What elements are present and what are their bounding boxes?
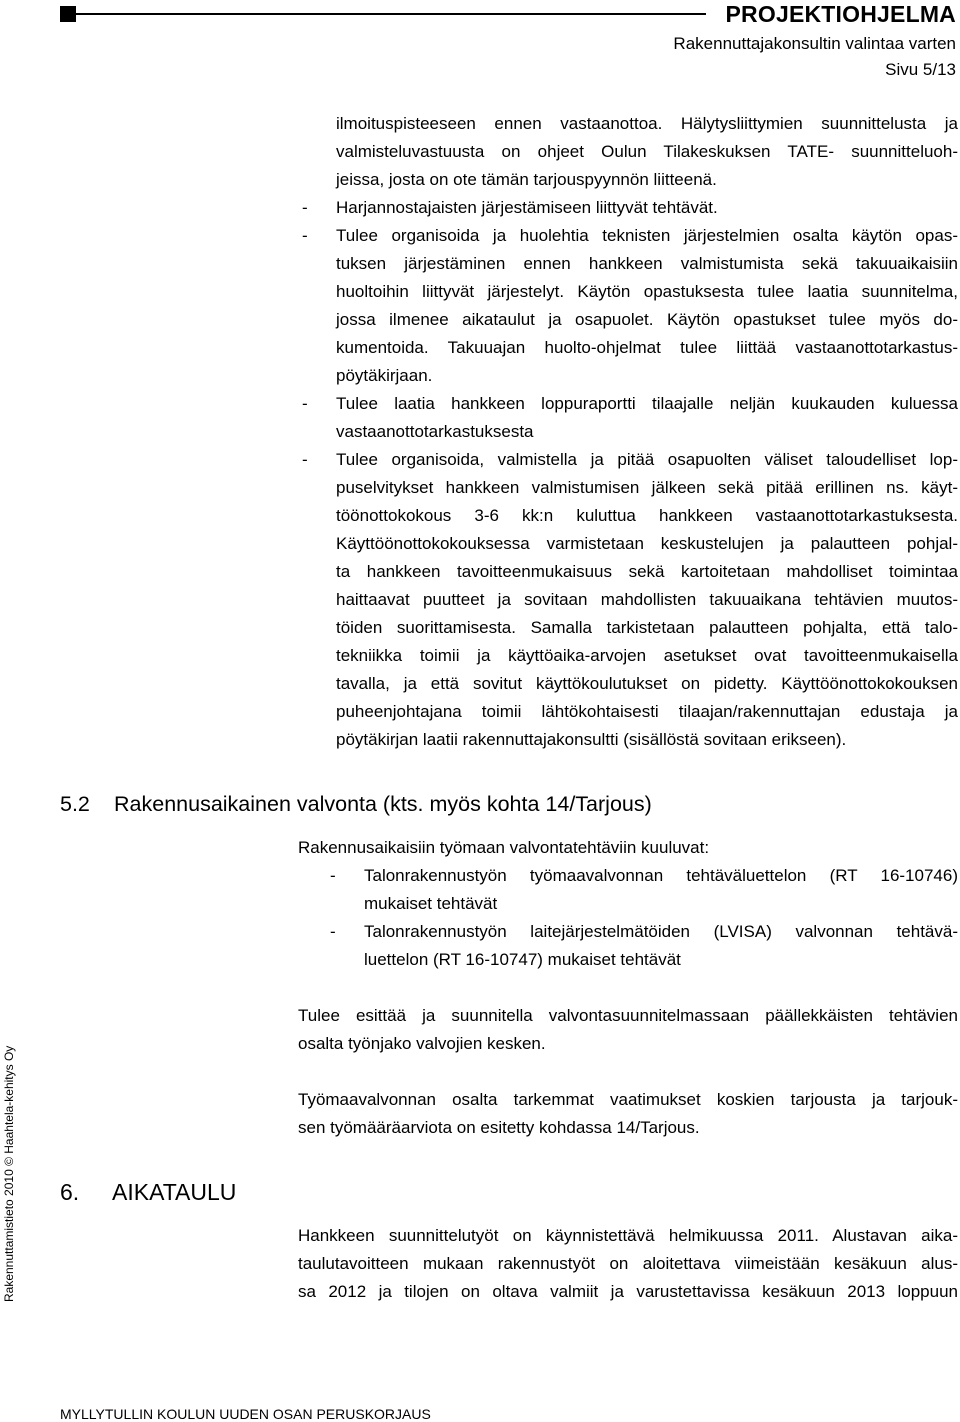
list-item-line: tavalla, ja että sovitut käyttökoulutukset on pidetty. Käyttöönottokokouksen — [336, 674, 958, 693]
paragraph-line: osalta työnjako valvojien kesken. — [298, 1034, 546, 1053]
section-title: Rakennusaikainen valvonta (kts. myös kohta 14/Tarjous) — [114, 792, 652, 816]
copyright-side-text: Rakennuttamistieto 2010 © Haahtela-kehitys Oy — [2, 1045, 16, 1302]
list-dash: - — [330, 866, 336, 885]
list-item-line: Talonrakennustyön työmaavalvonnan tehtäväluettelon (RT 16-10746) — [364, 866, 958, 885]
list-item-line: haittaavat puutteet ja sovitaan mahdollisten takuuaikana tehtävien muutos- — [336, 590, 958, 609]
section-number: 5.2 — [60, 792, 90, 816]
list-dash: - — [302, 198, 308, 217]
list-item-line: kumentoida. Takuuajan huolto-ohjelmat tulee liittää vastaanottotarkastus- — [336, 338, 958, 357]
list-item-line: huoltoihin liittyvät järjestelyt. Käytön opastuksesta tulee laatia suunnitelma, — [336, 282, 958, 301]
page-number: Sivu 5/13 — [885, 60, 956, 79]
paragraph-line: sen työmääräarviota on esitetty kohdassa 14/Tarjous. — [298, 1118, 700, 1137]
list-item-line: Tulee organisoida ja huolehtia teknisten järjestelmien osalta käytön opas- — [336, 226, 958, 245]
section-number: 6. — [60, 1179, 80, 1205]
text-line: ilmoituspisteeseen ennen vastaanottoa. Hälytysliittymien suunnittelusta ja — [336, 114, 958, 133]
paragraph-line: Tulee esittää ja suunnitella valvontasuunnitelmassaan päällekkäisten tehtävien — [298, 1006, 958, 1025]
list-item-line: pöytäkirjan laatii rakennuttajakonsultti (sisällöstä sovitaan erikseen). — [336, 730, 847, 749]
list-item-line: vastaanottotarkastuksesta — [336, 422, 534, 441]
list-item-line: töönottokokous 3-6 kk:n kuluttua hankkeen vastaanottotarkastuksesta. — [336, 506, 958, 525]
list-item-line: töiden suorittamisesta. Samalla tarkistetaan palautteen pohjalta, että talo- — [336, 618, 958, 637]
list-item-line: Talonrakennustyön laitejärjestelmätöiden (LVISA) valvonnan tehtävä- — [364, 922, 958, 941]
list-item-line: puheenjohtajana toimii lähtökohtaisesti tilaajan/rakennuttajan edustaja ja — [336, 702, 958, 721]
list-item-line: Tulee organisoida, valmistella ja pitää osapuolten väliset taloudelliset lop- — [336, 450, 958, 469]
list-item-line: jossa ilmenee aikataulut ja osapuolet. Käytön opastukset tulee myös do- — [336, 310, 958, 329]
text-line: jeissa, josta on ote tämän tarjouspyynnön liitteenä. — [336, 170, 717, 189]
list-item-line: Tulee laatia hankkeen loppuraportti tilaajalle neljän kuukauden kuluessa — [336, 394, 958, 413]
list-item-line: luettelon (RT 16-10747) mukaiset tehtävät — [364, 950, 681, 969]
list-dash: - — [302, 394, 308, 413]
paragraph-line: Hankkeen suunnittelutyöt on käynnistettävä helmikuussa 2011. Alustavan aika- — [298, 1226, 958, 1245]
header-logo-square — [60, 6, 76, 22]
list-item-line: tuksen järjestäminen ennen hankkeen valmistumista sekä takuuaikaisiin — [336, 254, 958, 273]
header-rule — [76, 13, 706, 15]
list-item-line: tekniikka toimii ja käyttöaika-arvojen asetukset ovat tavoitteenmukaisella — [336, 646, 958, 665]
section-title: AIKATAULU — [112, 1179, 237, 1205]
list-item-line: mukaiset tehtävät — [364, 894, 498, 913]
section-heading-6 — [60, 1178, 236, 1206]
paragraph-line: Työmaavalvonnan osalta tarkemmat vaatimukset koskien tarjousta ja tarjouk- — [298, 1090, 958, 1109]
list-item-line: ta hankkeen tavoitteenmukaisuus sekä kartoitetaan mahdolliset toimintaa — [336, 562, 958, 581]
document-subtitle: Rakennuttajakonsultin valintaa varten — [673, 34, 956, 53]
footer-project-name: MYLLYTULLIN KOULUN UUDEN OSAN PERUSKORJAUS — [60, 1406, 431, 1422]
section-heading-5-2 — [60, 790, 652, 818]
list-dash: - — [302, 226, 308, 245]
paragraph-line: sa 2012 ja tilojen on oltava valmiit ja varustettavissa kesäkuun 2013 loppuun — [298, 1282, 958, 1301]
list-item-line: pöytäkirjaan. — [336, 366, 433, 385]
document-title: PROJEKTIOHJELMA — [725, 1, 956, 27]
section-intro: Rakennusaikaisiin työmaan valvontatehtäviin kuuluvat: — [298, 838, 710, 857]
list-item-line: Käyttöönottokokouksessa varmistetaan keskustelujen ja palautteen pohjal- — [336, 534, 958, 553]
list-item-line: puselvitykset hankkeen valmistumisen jälkeen sekä pitää erillinen ns. käyt- — [336, 478, 958, 497]
text-line: valmisteluvastuusta on ohjeet Oulun Tilakeskuksen TATE- suunnitteluoh- — [336, 142, 958, 161]
list-dash: - — [330, 922, 336, 941]
list-dash: - — [302, 450, 308, 469]
list-item-line: Harjannostajaisten järjestämiseen liittyvät tehtävät. — [336, 198, 718, 217]
paragraph-line: taulutavoitteen mukaan rakennustyöt on aloitettava viimeistään kesäkuun alus- — [298, 1254, 958, 1273]
